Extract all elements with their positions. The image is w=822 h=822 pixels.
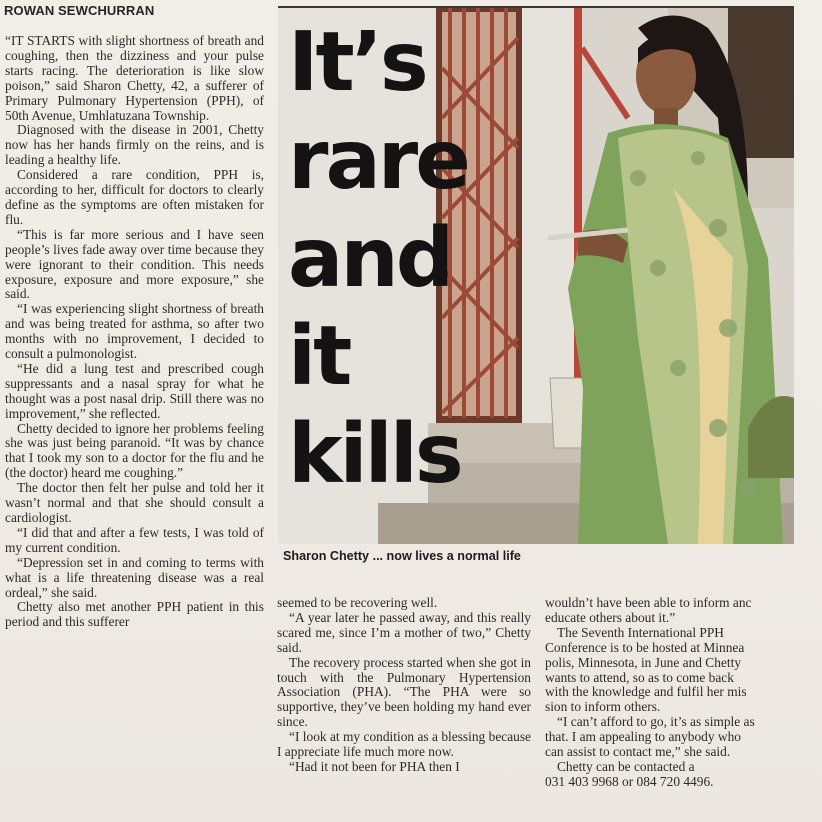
paragraph: “I did that and after a few tests, I was told of my current condition. — [5, 524, 264, 555]
text-line: “I can’t afford to go, it’s as simple as — [557, 715, 755, 730]
headline-line: kills — [288, 407, 461, 502]
paragraph: “This is far more serious and I have seen people’s lives fade away over time because they were ignorant to their condition. This needs exposure, exposure and more exposure,” she said. — [5, 226, 264, 302]
paragraph: Considered a rare condition, PPH is, according to her, difficult for doctors to clearly define as the symptoms are often mistaken for flu. — [5, 167, 264, 227]
paragraph: “I look at my condition as a blessing because I appreciate life much more now. — [277, 729, 531, 760]
text-line: The Seventh International PPH — [557, 625, 724, 640]
headline-line: it — [288, 309, 350, 404]
text-line: educate others about it.” — [545, 610, 676, 625]
text-line: 031 403 9968 or 084 720 4496. — [545, 774, 714, 789]
paragraph: “Depression set in and coming to terms with what is a life threatening disease was a real ordeal,” she said. — [5, 554, 264, 600]
photo-caption: Sharon Chetty ... now lives a normal life — [283, 549, 521, 563]
paragraph: The recovery process started when she got in touch with the Pulmonary Hypertension Association (PHA). “The PHA were so supportive, they’ve been holding my hand ever since. — [277, 654, 531, 730]
paragraph: “IT STARTS with slight shortness of breath and coughing, then the dizziness and your pulse starts racing. The deterioration is like slow poison,” said Sharon Chetty, 42, a sufferer of Primary Pulmonary Hypertension (PPH), of 50th Avenue, Umhlatuzana Township. — [5, 33, 264, 123]
paragraph: seemed to be recovering well. — [277, 595, 438, 610]
article-photo — [278, 8, 794, 544]
paragraph: Chetty decided to ignore her problems feeling she was just being paranoid. “It was by chance that I took my son to a doctor for the flu and he (the doctor) heard me coughing.” — [5, 420, 264, 481]
text-line: Chetty can be contacted a — [557, 759, 695, 774]
paragraph: “Had it not been for PHA then I — [289, 758, 460, 774]
text-line: polis, Minnesota, in June and Chetty — [545, 655, 742, 670]
text-line: that. I am appealing to anybody who — [545, 730, 741, 745]
paragraph: “A year later he passed away, and this really scared me, since I’m a mother of two,” Chetty said. — [277, 609, 531, 655]
text-line: wouldn’t have been able to inform anc — [545, 596, 752, 610]
paragraph: The doctor then felt her pulse and told her it wasn’t normal and that she should consult a cardiologist. — [5, 480, 264, 525]
headline — [288, 14, 468, 504]
text-line: sion to inform others. — [545, 700, 661, 715]
paragraph: Diagnosed with the disease in 2001, Chetty now has her hands firmly on the reins, and is leading a healthy life. — [5, 122, 264, 168]
headline-line: and — [288, 211, 452, 306]
text-line: Conference is to be hosted at Minnea — [545, 640, 745, 655]
text-line: can assist to contact me,” she said. — [545, 745, 731, 760]
text-line: wants to attend, so as to come back — [545, 670, 734, 685]
headline-line: It’s — [288, 15, 426, 110]
article-column-3 — [545, 596, 793, 790]
text-line: with the knowledge and fulfil her mis — [545, 685, 747, 700]
article-column-2 — [277, 596, 531, 775]
paragraph: “He did a lung test and prescribed cough suppressants and a nasal spray for what he thought was a post nasal drip. Still there was no improvement,” she reflected. — [5, 360, 264, 421]
article-column-1 — [5, 34, 264, 630]
headline-line: rare — [288, 113, 468, 208]
paragraph: Chetty also met another PPH patient in this period and this sufferer — [5, 599, 264, 630]
paragraph: “I was experiencing slight shortness of breath and was being treated for asthma, so after two months with no improvement, I decided to consult a pulmonologist. — [5, 301, 264, 362]
byline: ROWAN SEWCHURRAN — [4, 3, 155, 18]
